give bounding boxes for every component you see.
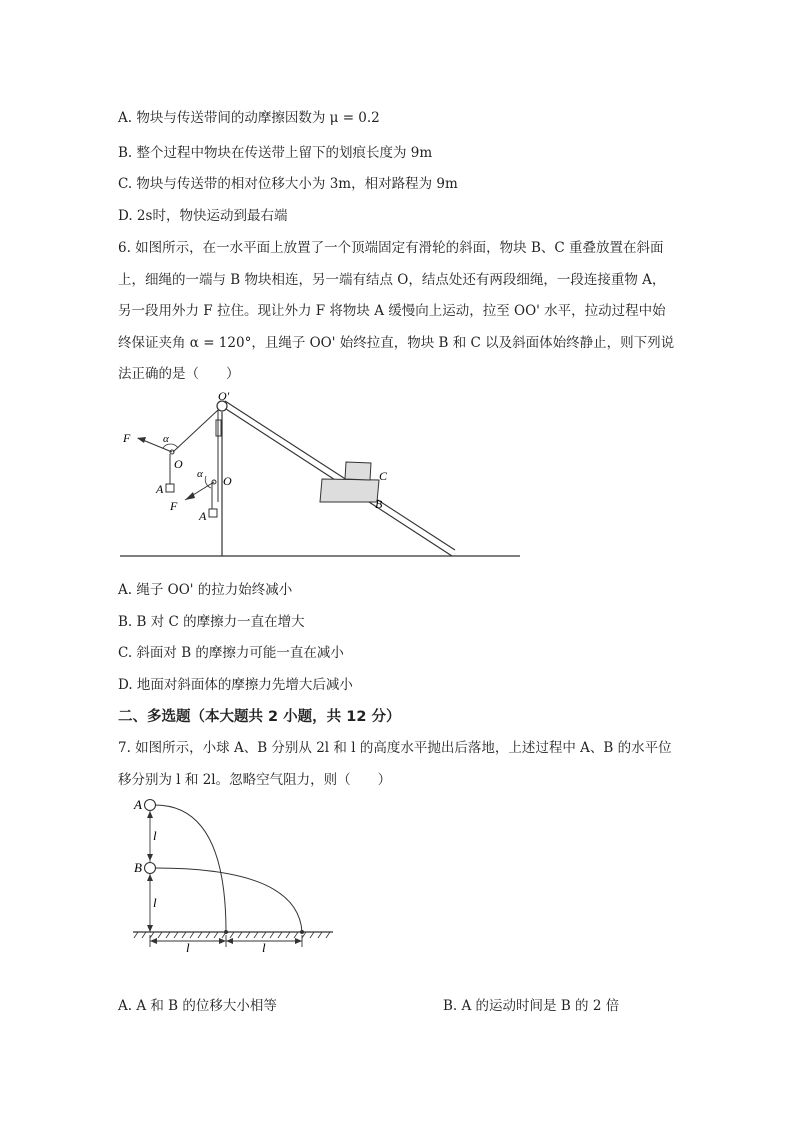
label-l-upper: l xyxy=(153,828,157,843)
q6-option-c: C. 斜面对 B 的摩擦力可能一直在减小 xyxy=(118,645,344,661)
label-a-upper: A xyxy=(156,482,164,496)
trajectory-b xyxy=(155,868,302,932)
label-a-lower: A xyxy=(199,509,207,523)
q7-stem: 7. 如图所示，小球 A、B 分别从 2l 和 l 的高度水平抛出后落地，上述过程中 A、B 的水平位移分别为 l 和 2l。忽略空气阻力，则（ ） xyxy=(118,740,672,788)
label-l-left: l xyxy=(186,940,190,955)
label-o-lower: O xyxy=(223,474,232,488)
q6-figure xyxy=(115,392,525,562)
block-b xyxy=(320,479,379,502)
q7-option-b: B. A 的运动时间是 B 的 2 倍 xyxy=(443,998,620,1014)
q7-option-a: A. A 和 B 的位移大小相等 xyxy=(118,998,277,1014)
label-b: B xyxy=(375,497,383,511)
q5-option-b: B. 整个过程中物块在传送带上留下的划痕长度为 9m xyxy=(118,145,433,161)
block-c xyxy=(345,462,371,480)
label-c: C xyxy=(379,469,388,483)
ball-b xyxy=(145,863,156,874)
section-heading: 二、多选题（本大题共 2 小题，共 12 分） xyxy=(118,709,401,725)
q5-option-d: D. 2s时，物快运动到最右端 xyxy=(118,208,288,224)
label-o-upper: O xyxy=(174,457,183,471)
q6-stem: 6. 如图所示，在一水平面上放置了一个顶端固定有滑轮的斜面，物块 B、C 重叠放置在斜面上，细绳的一端与 B 物块相连，另一端有结点 O，结点处还有两段细绳，一段连接重物 A，另一段用外力 F 拉住。现让外力 F 将物块 A 缓慢向上运动，拉至 OO' 水平，拉动过程中始终保证夹角 α = 120°，且绳子 OO' 始终拉直，物块 B 和 C 以及斜面体始终静止，则下列说法正确的是（ ） xyxy=(118,240,675,382)
label-l-right: l xyxy=(262,940,266,955)
q6-option-b: B. B 对 C 的摩擦力一直在增大 xyxy=(118,614,305,630)
q6-option-a: A. 绳子 OO' 的拉力始终减小 xyxy=(118,582,293,598)
label-ball-b: B xyxy=(134,860,142,875)
weight-a-lower xyxy=(209,509,217,517)
label-o-prime: O' xyxy=(218,392,230,403)
label-ball-a: A xyxy=(134,797,142,812)
q5-option-c: C. 物块与传送带的相对位移大小为 3m，相对路程为 9m xyxy=(118,176,458,192)
q5-option-a: A. 物块与传送带间的动摩擦因数为 μ = 0.2 xyxy=(118,110,380,126)
label-alpha-lower: α xyxy=(197,468,203,480)
weight-a-upper xyxy=(166,484,174,492)
label-l-lower: l xyxy=(153,895,157,910)
label-alpha-upper: α xyxy=(163,433,169,445)
label-f-upper: F xyxy=(123,431,131,445)
q6-option-d: D. 地面对斜面体的摩擦力先增大后减小 xyxy=(118,677,353,693)
q7-figure xyxy=(128,795,338,955)
label-f-lower: F xyxy=(170,499,178,513)
ball-a xyxy=(145,800,156,811)
